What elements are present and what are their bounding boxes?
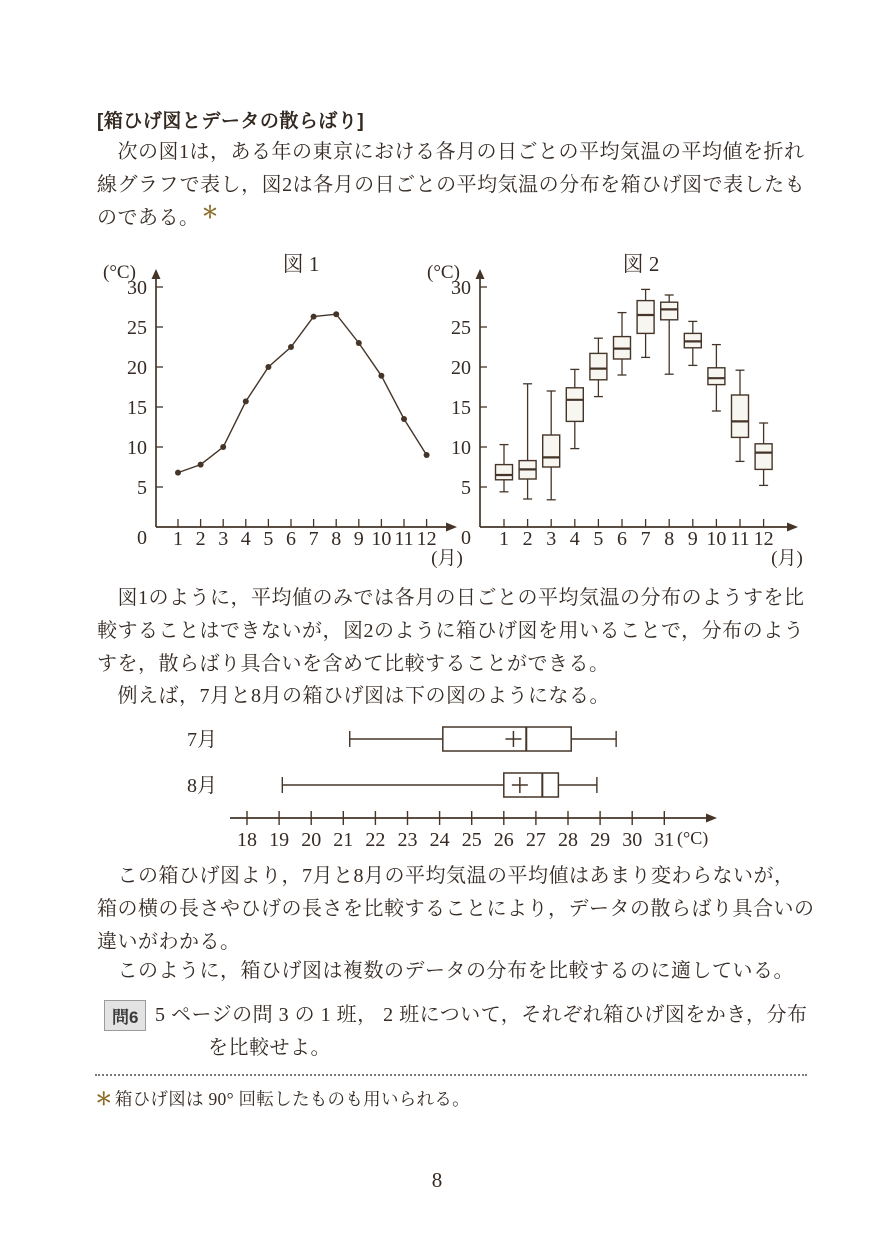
svg-text:8: 8 <box>331 528 342 550</box>
boxplot-month-4 <box>566 369 583 448</box>
svg-text:19: 19 <box>269 829 290 851</box>
svg-text:10: 10 <box>371 528 392 550</box>
section-heading: [箱ひげ図とデータの散らばり] <box>97 111 365 132</box>
svg-text:11: 11 <box>394 528 414 550</box>
problem-text-line: 5 ページの問 3 の 1 班， 2 班について，それぞれ箱ひげ図をかき，分布 <box>155 1004 808 1026</box>
data-point <box>198 462 204 468</box>
svg-text:15: 15 <box>451 397 471 419</box>
svg-text:7: 7 <box>308 528 319 550</box>
svg-text:25: 25 <box>451 317 471 339</box>
svg-text:21: 21 <box>333 829 354 851</box>
page-number: 8 <box>431 1168 443 1192</box>
svg-text:1: 1 <box>499 528 509 550</box>
comparison-paragraph <box>97 860 815 960</box>
svg-text:30: 30 <box>622 829 643 851</box>
svg-text:4: 4 <box>240 528 251 550</box>
svg-text:23: 23 <box>397 829 418 851</box>
row-label: 8月 <box>187 775 217 797</box>
svg-text:10: 10 <box>127 437 147 459</box>
svg-text:20: 20 <box>451 357 471 379</box>
data-point <box>333 311 339 317</box>
temperature-line <box>178 314 427 472</box>
svg-text:5: 5 <box>461 477 471 499</box>
july-august-horizontal-boxplot <box>150 700 810 855</box>
explanation-paragraph <box>97 582 805 682</box>
svg-text:3: 3 <box>218 528 229 550</box>
svg-text:11: 11 <box>730 528 750 550</box>
svg-text:25: 25 <box>127 317 147 339</box>
problem-text-line: を比較せよ。 <box>208 1037 331 1059</box>
boxplot-month-11 <box>732 370 749 461</box>
data-point <box>378 373 384 379</box>
footnote-asterisk: ＊ <box>95 1089 113 1109</box>
boxplot-month-7 <box>637 289 654 357</box>
data-point <box>424 452 430 458</box>
boxplot-row-july <box>187 727 616 751</box>
svg-text:2: 2 <box>195 528 206 550</box>
svg-text:31: 31 <box>654 829 675 851</box>
boxplot-row-august <box>187 773 597 797</box>
text-line: 箱の横の長さやひげの長さを比較することにより，データの散らばり具合いの <box>97 898 815 921</box>
svg-text:28: 28 <box>558 829 578 851</box>
svg-text:0: 0 <box>137 527 147 549</box>
svg-text:26: 26 <box>493 829 514 851</box>
svg-text:10: 10 <box>451 437 471 459</box>
text-line-part: のである。 <box>97 207 200 230</box>
text-line: この箱ひげ図より，7月と8月の平均気温の平均値はあまり変わらないが， <box>97 865 795 887</box>
intro-paragraph <box>97 136 805 236</box>
box <box>708 368 725 385</box>
text-line: 図1のように，平均値のみでは各月の日ごとの平均気温の分布のようすを比 <box>97 587 805 609</box>
svg-text:30: 30 <box>127 277 147 299</box>
data-point <box>243 398 249 404</box>
svg-text:8: 8 <box>664 528 675 550</box>
boxplot-month-6 <box>614 313 631 375</box>
box <box>732 395 749 437</box>
svg-text:20: 20 <box>127 357 147 379</box>
data-point <box>265 364 271 370</box>
footnote <box>95 1086 470 1111</box>
svg-text:9: 9 <box>353 528 364 550</box>
text-line: 線グラフで表し，図2は各月の日ごとの平均気温の分布を箱ひげ図で表したも <box>97 174 806 197</box>
box <box>637 301 654 334</box>
svg-text:10: 10 <box>706 528 727 550</box>
fig1-y-unit: (°C) <box>103 262 136 283</box>
fig1-x-unit: (月) <box>431 548 463 569</box>
svg-text:25: 25 <box>461 829 482 851</box>
box <box>566 388 583 422</box>
text-line: 較することはできないが，図2のように箱ひげ図を用いることで，分布のよう <box>97 620 805 643</box>
text-line: すを，散らばり具合いを含めて比較することができる。 <box>97 653 610 676</box>
boxplot-month-5 <box>590 338 607 396</box>
svg-text:7: 7 <box>640 528 651 550</box>
data-point <box>311 314 317 320</box>
data-point <box>175 470 181 476</box>
text-line: 違いがわかる。 <box>97 931 241 954</box>
svg-text:3: 3 <box>546 528 557 550</box>
example-sentence: 例えば，7月と8月の箱ひげ図は下の図のようになる。 <box>97 685 610 707</box>
box <box>590 353 607 379</box>
svg-text:6: 6 <box>617 528 627 550</box>
data-point <box>356 340 362 346</box>
svg-text:27: 27 <box>525 829 546 851</box>
boxplot-month-8 <box>661 295 678 374</box>
svg-text:18: 18 <box>237 829 257 851</box>
footnote-separator <box>95 1074 807 1076</box>
boxplot-month-9 <box>684 321 701 365</box>
box <box>661 302 678 320</box>
figure2-boxplot-chart <box>427 252 805 570</box>
svg-text:12: 12 <box>416 528 437 550</box>
svg-text:5: 5 <box>137 477 147 499</box>
svg-text:5: 5 <box>593 528 604 550</box>
figure1-line-chart <box>95 252 465 570</box>
boxplot-month-1 <box>496 445 513 492</box>
svg-text:24: 24 <box>429 829 450 851</box>
boxplot-month-3 <box>543 391 560 500</box>
fig1-title: 図 1 <box>282 252 320 276</box>
data-point <box>401 416 407 422</box>
box <box>543 435 560 467</box>
svg-text:29: 29 <box>590 829 611 851</box>
footnote-asterisk: ＊ <box>201 203 219 223</box>
svg-text:4: 4 <box>569 528 580 550</box>
svg-text:20: 20 <box>301 829 322 851</box>
svg-text:12: 12 <box>753 528 774 550</box>
svg-text:1: 1 <box>173 528 183 550</box>
svg-text:6: 6 <box>286 528 296 550</box>
svg-text:22: 22 <box>365 829 386 851</box>
footnote-text: 箱ひげ図は 90° 回転したものも用いられる。 <box>114 1089 470 1109</box>
data-point <box>288 344 294 350</box>
box <box>755 444 772 470</box>
text-line <box>97 202 805 235</box>
boxplot-month-12 <box>755 423 772 485</box>
svg-text:0: 0 <box>461 527 471 549</box>
svg-text:9: 9 <box>687 528 698 550</box>
fig3-x-unit: (°C) <box>677 828 709 848</box>
fig2-title: 図 2 <box>622 252 660 276</box>
row-label: 7月 <box>187 729 217 751</box>
fig2-x-unit: (月) <box>771 548 803 569</box>
fig2-y-unit: (°C) <box>427 262 460 283</box>
svg-text:30: 30 <box>451 277 471 299</box>
box <box>496 465 513 480</box>
conclusion-sentence: このように，箱ひげ図は複数のデータの分布を比較するのに適している。 <box>97 960 794 982</box>
svg-text:15: 15 <box>127 397 147 419</box>
svg-text:5: 5 <box>263 528 274 550</box>
problem-badge: 問6 <box>104 1000 146 1031</box>
boxplot-month-10 <box>708 345 725 411</box>
boxplot-month-2 <box>519 384 536 499</box>
text-line: 次の図1は，ある年の東京における各月の日ごとの平均気温の平均値を折れ <box>97 141 805 163</box>
data-point <box>220 444 226 450</box>
svg-text:2: 2 <box>522 528 533 550</box>
